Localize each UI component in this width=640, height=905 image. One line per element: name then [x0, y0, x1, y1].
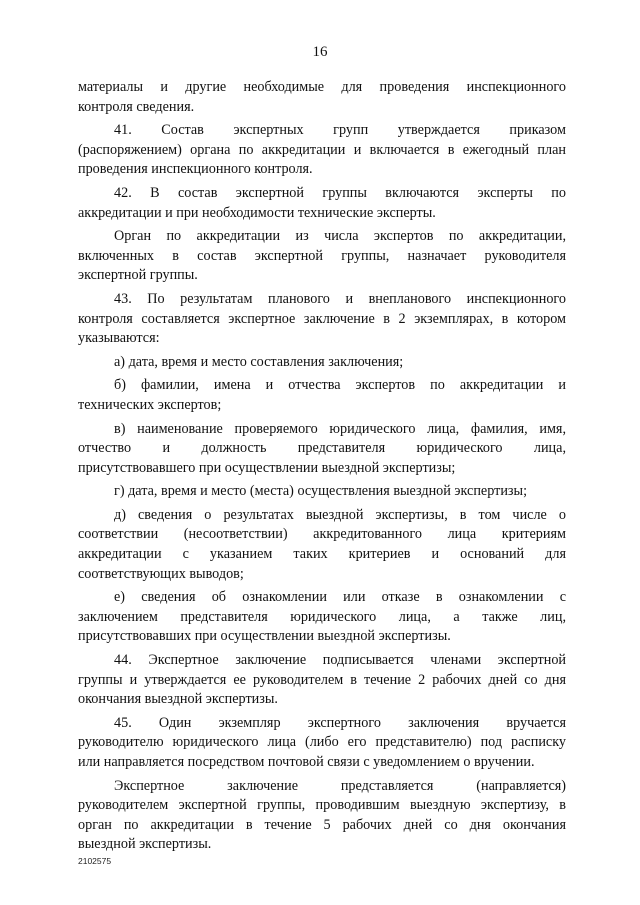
text-line: включенных в состав экспертной группы, назначает руководителя — [78, 247, 566, 264]
paragraph — [78, 651, 566, 710]
paragraph — [78, 290, 566, 349]
paragraph — [78, 78, 566, 117]
text-line: Экспертное заключение представляется (направляется) — [114, 777, 566, 794]
text-line: 42. В состав экспертной группы включаются эксперты по — [114, 184, 566, 201]
paragraph — [78, 588, 566, 647]
text-line: отчество и должность представителя юридического лица, — [78, 440, 566, 457]
paragraph — [78, 353, 566, 373]
paragraph — [78, 777, 566, 855]
paragraph — [78, 227, 566, 286]
paragraph — [78, 184, 566, 223]
text-line: 44. Экспертное заключение подписывается членами экспертной — [114, 652, 566, 669]
text-line: д) сведения о результатах выездной экспертизы, в том числе о — [114, 506, 566, 523]
document-body — [78, 78, 566, 859]
text-line: 43. По результатам планового и внепланового инспекционного — [114, 290, 566, 307]
paragraph — [78, 714, 566, 773]
text-line: выездной экспертизы. — [78, 836, 212, 853]
text-line: в) наименование проверяемого юридического лица, фамилия, имя, — [114, 420, 566, 437]
text-line: проведения инспекционного контроля. — [78, 161, 313, 178]
text-line: 41. Состав экспертных групп утверждается приказом — [114, 122, 566, 139]
text-line: а) дата, время и место составления заключения; — [114, 353, 404, 370]
text-line: технических экспертов; — [78, 396, 222, 413]
text-line: контроля составляется экспертное заключение в 2 экземплярах, в котором — [78, 310, 566, 327]
paragraph — [78, 506, 566, 584]
text-line: руководителю юридического лица (либо его представителю) под расписку — [78, 734, 566, 751]
text-line: орган по аккредитации в течение 5 рабочих дней со дня окончания — [78, 816, 566, 833]
text-line: контроля сведения. — [78, 98, 195, 115]
text-line: соответствии (несоответствии) аккредитованного лица критериям — [78, 526, 566, 543]
text-line: руководителем экспертной группы, проводившим выездную экспертизу, в — [78, 797, 566, 814]
text-line: заключением представителя юридического лица, а также лиц, — [78, 608, 566, 625]
text-line: экспертной группы. — [78, 267, 198, 284]
text-line: б) фамилии, имена и отчества экспертов по аккредитации и — [114, 377, 566, 394]
paragraph — [78, 420, 566, 479]
document-code: 2102575 — [78, 856, 112, 866]
paragraph — [78, 482, 566, 502]
text-line: или направляется посредством почтовой связи с уведомлением о вручении. — [78, 754, 535, 770]
paragraph — [78, 376, 566, 415]
text-line: Орган по аккредитации из числа экспертов по аккредитации, — [114, 228, 566, 245]
page-number: 16 — [312, 44, 328, 60]
text-line: (распоряжением) органа по аккредитации и включается в ежегодный план — [78, 141, 566, 158]
text-line: г) дата, время и место (места) осуществления выездной экспертизы; — [114, 483, 528, 500]
text-line: материалы и другие необходимые для проведения инспекционного — [78, 79, 566, 95]
text-line: указываются: — [78, 330, 160, 347]
text-line: группы и утверждается ее руководителем в течение 2 рабочих дней со дня — [78, 671, 566, 688]
text-line: окончания выездной экспертизы. — [78, 691, 278, 708]
text-line: соответствующих выводов; — [78, 565, 244, 582]
text-line: присутствовавшего при осуществлении выездной экспертизы; — [78, 459, 456, 476]
text-line: 45. Один экземпляр экспертного заключения вручается — [114, 714, 566, 731]
text-line: присутствовавших при осуществлении выездной экспертизы. — [78, 628, 451, 645]
text-line: е) сведения об ознакомлении или отказе в ознакомлении с — [114, 589, 566, 606]
text-line: аккредитации с указанием таких критериев и оснований для — [78, 546, 566, 563]
text-line: аккредитации и при необходимости технические эксперты. — [78, 204, 436, 221]
paragraph — [78, 121, 566, 180]
